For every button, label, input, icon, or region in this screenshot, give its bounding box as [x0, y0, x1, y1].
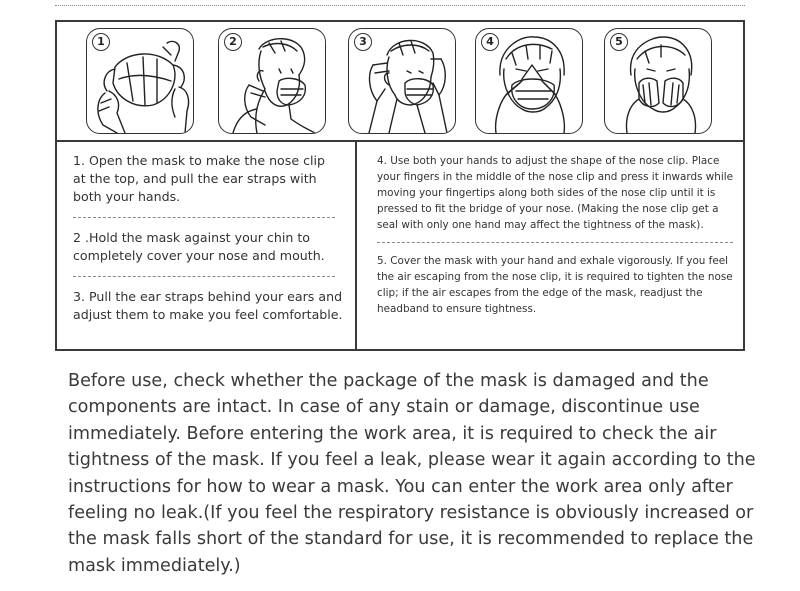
step-1-number: 1	[92, 33, 110, 51]
step-2-number: 2	[224, 33, 242, 51]
step-1-panel	[86, 28, 194, 134]
column-divider	[355, 140, 357, 351]
instruction-step-4: 4. Use both your hands to adjust the shape of the nose clip. Place your fingers in the middle of the nose clip and press it inwards while moving your fingertips along both sides of the nose clip until it is pressed to fit the bridge of your nose. (Making the nose clip get a seal with only one hand may affect the tightness of the mask).	[377, 155, 734, 231]
dashed-separator	[377, 242, 733, 243]
instructions-frame	[55, 20, 745, 351]
instruction-step-1: 1. Open the mask to make the nose clip at the top, and pull the ear straps with both your hands.	[73, 153, 325, 204]
step-5-number: 5	[610, 33, 628, 51]
adjust-nose-clip-icon	[476, 29, 583, 134]
step-4-panel	[475, 28, 583, 134]
step-3-number: 3	[354, 33, 372, 51]
dashed-separator	[73, 276, 335, 277]
mask-held-open-icon	[87, 29, 194, 134]
mask-on-chin-icon	[219, 29, 326, 134]
step-3-panel	[348, 28, 456, 134]
instructions-left-column	[73, 152, 349, 324]
instructions-right-column	[377, 153, 735, 317]
pull-ear-straps-icon	[349, 29, 456, 134]
dashed-separator	[73, 217, 335, 218]
instruction-step-2: 2 .Hold the mask against your chin to completely cover your nose and mouth.	[73, 230, 325, 263]
usage-notice: Before use, check whether the package of the mask is damaged and the components are intact. In case of any stain or damage, discontinue use immediately. Before entering the work area, it is required to check the air tightness of the mask. If you feel a leak, please wear it again according to the instructions for how to wear a mask. You can enter the work area only after feeling no leak.(If you feel the respiratory resistance is obviously increased or the mask falls short of the standard for use, it is recommended to replace the mask immediately.)	[68, 371, 756, 576]
step-4-number: 4	[481, 33, 499, 51]
instruction-step-5: 5. Cover the mask with your hand and exhale vigorously. If you feel the air escaping from the nose clip, it is required to tighten the nose clip; if the air escapes from the edge of the mask, readjust the headband to ensure tightness.	[377, 255, 733, 315]
step-5-panel	[604, 28, 712, 134]
top-dotted-rule	[55, 5, 745, 6]
exhale-check-seal-icon	[605, 29, 712, 134]
step-2-panel	[218, 28, 326, 134]
illustration-strip	[57, 22, 743, 142]
instruction-step-3: 3. Pull the ear straps behind your ears and adjust them to make you feel comfortable.	[73, 289, 343, 322]
